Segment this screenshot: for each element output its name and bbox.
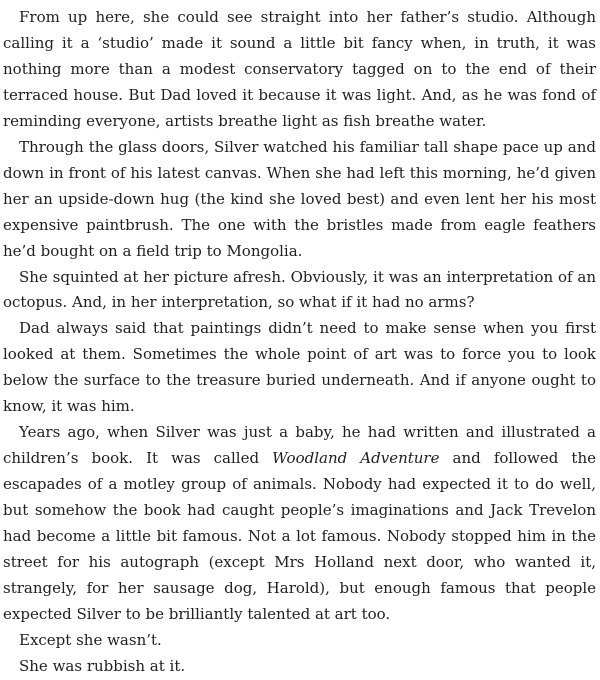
text-run: Dad always said that paintings didn’t need to make sense when you first looked at them. Sometimes the whole point of art was to force you to look below the surface to the treasure buried underneath. And if anyone ought to know, it was him. bbox=[3, 319, 596, 416]
text-run: Years ago, when Silver was just a baby, he had written and illustrated a children’s book. It was called bbox=[3, 423, 596, 468]
italic-text-run: Woodland Adventure bbox=[272, 449, 440, 468]
paragraph bbox=[3, 5, 596, 135]
paragraph bbox=[3, 420, 596, 628]
text-run: Through the glass doors, Silver watched his familiar tall shape pace up and down in front of his latest canvas. When she had left this morning, he’d given her an upside-down hug (the kind she loved best) and even lent her his most expensive paintbrush. The one with the bristles made from eagle feathers he’d bought on a field trip to Mongolia. bbox=[3, 137, 596, 260]
paragraph bbox=[3, 628, 596, 654]
text-run: She squinted at her picture afresh. Obviously, it was an interpretation of an octopus. And, in her interpretation, so what if it had no arms? bbox=[3, 267, 596, 312]
paragraph bbox=[3, 316, 596, 420]
text-run: Except she wasn’t. bbox=[19, 630, 162, 649]
text-run: She was rubbish at it. bbox=[19, 656, 186, 675]
paragraph bbox=[3, 265, 596, 317]
paragraph bbox=[3, 135, 596, 265]
paragraph bbox=[3, 654, 596, 680]
text-run: From up here, she could see straight into her father’s studio. Although calling it a ‘studio’ made it sound a little bit fancy when, in truth, it was nothing more than a modest conservatory tagged on to the end of their terraced house. But Dad loved it because it was light. And, as he was fond of reminding everyone, artists breathe light as fish breathe water. bbox=[3, 8, 596, 130]
text-run: and followed the escapades of a motley group of animals. Nobody had expected it to do well, but somehow the book had caught people’s imaginations and Jack Trevelon had become a little bit famous. Not a lot famous. Nobody stopped him in the street for his autograph (except Mrs Holland next door, who wanted it, strangely, for her sausage dog, Harold), but enough famous that people expected Silver to be brilliantly talented at art too. bbox=[3, 449, 596, 623]
